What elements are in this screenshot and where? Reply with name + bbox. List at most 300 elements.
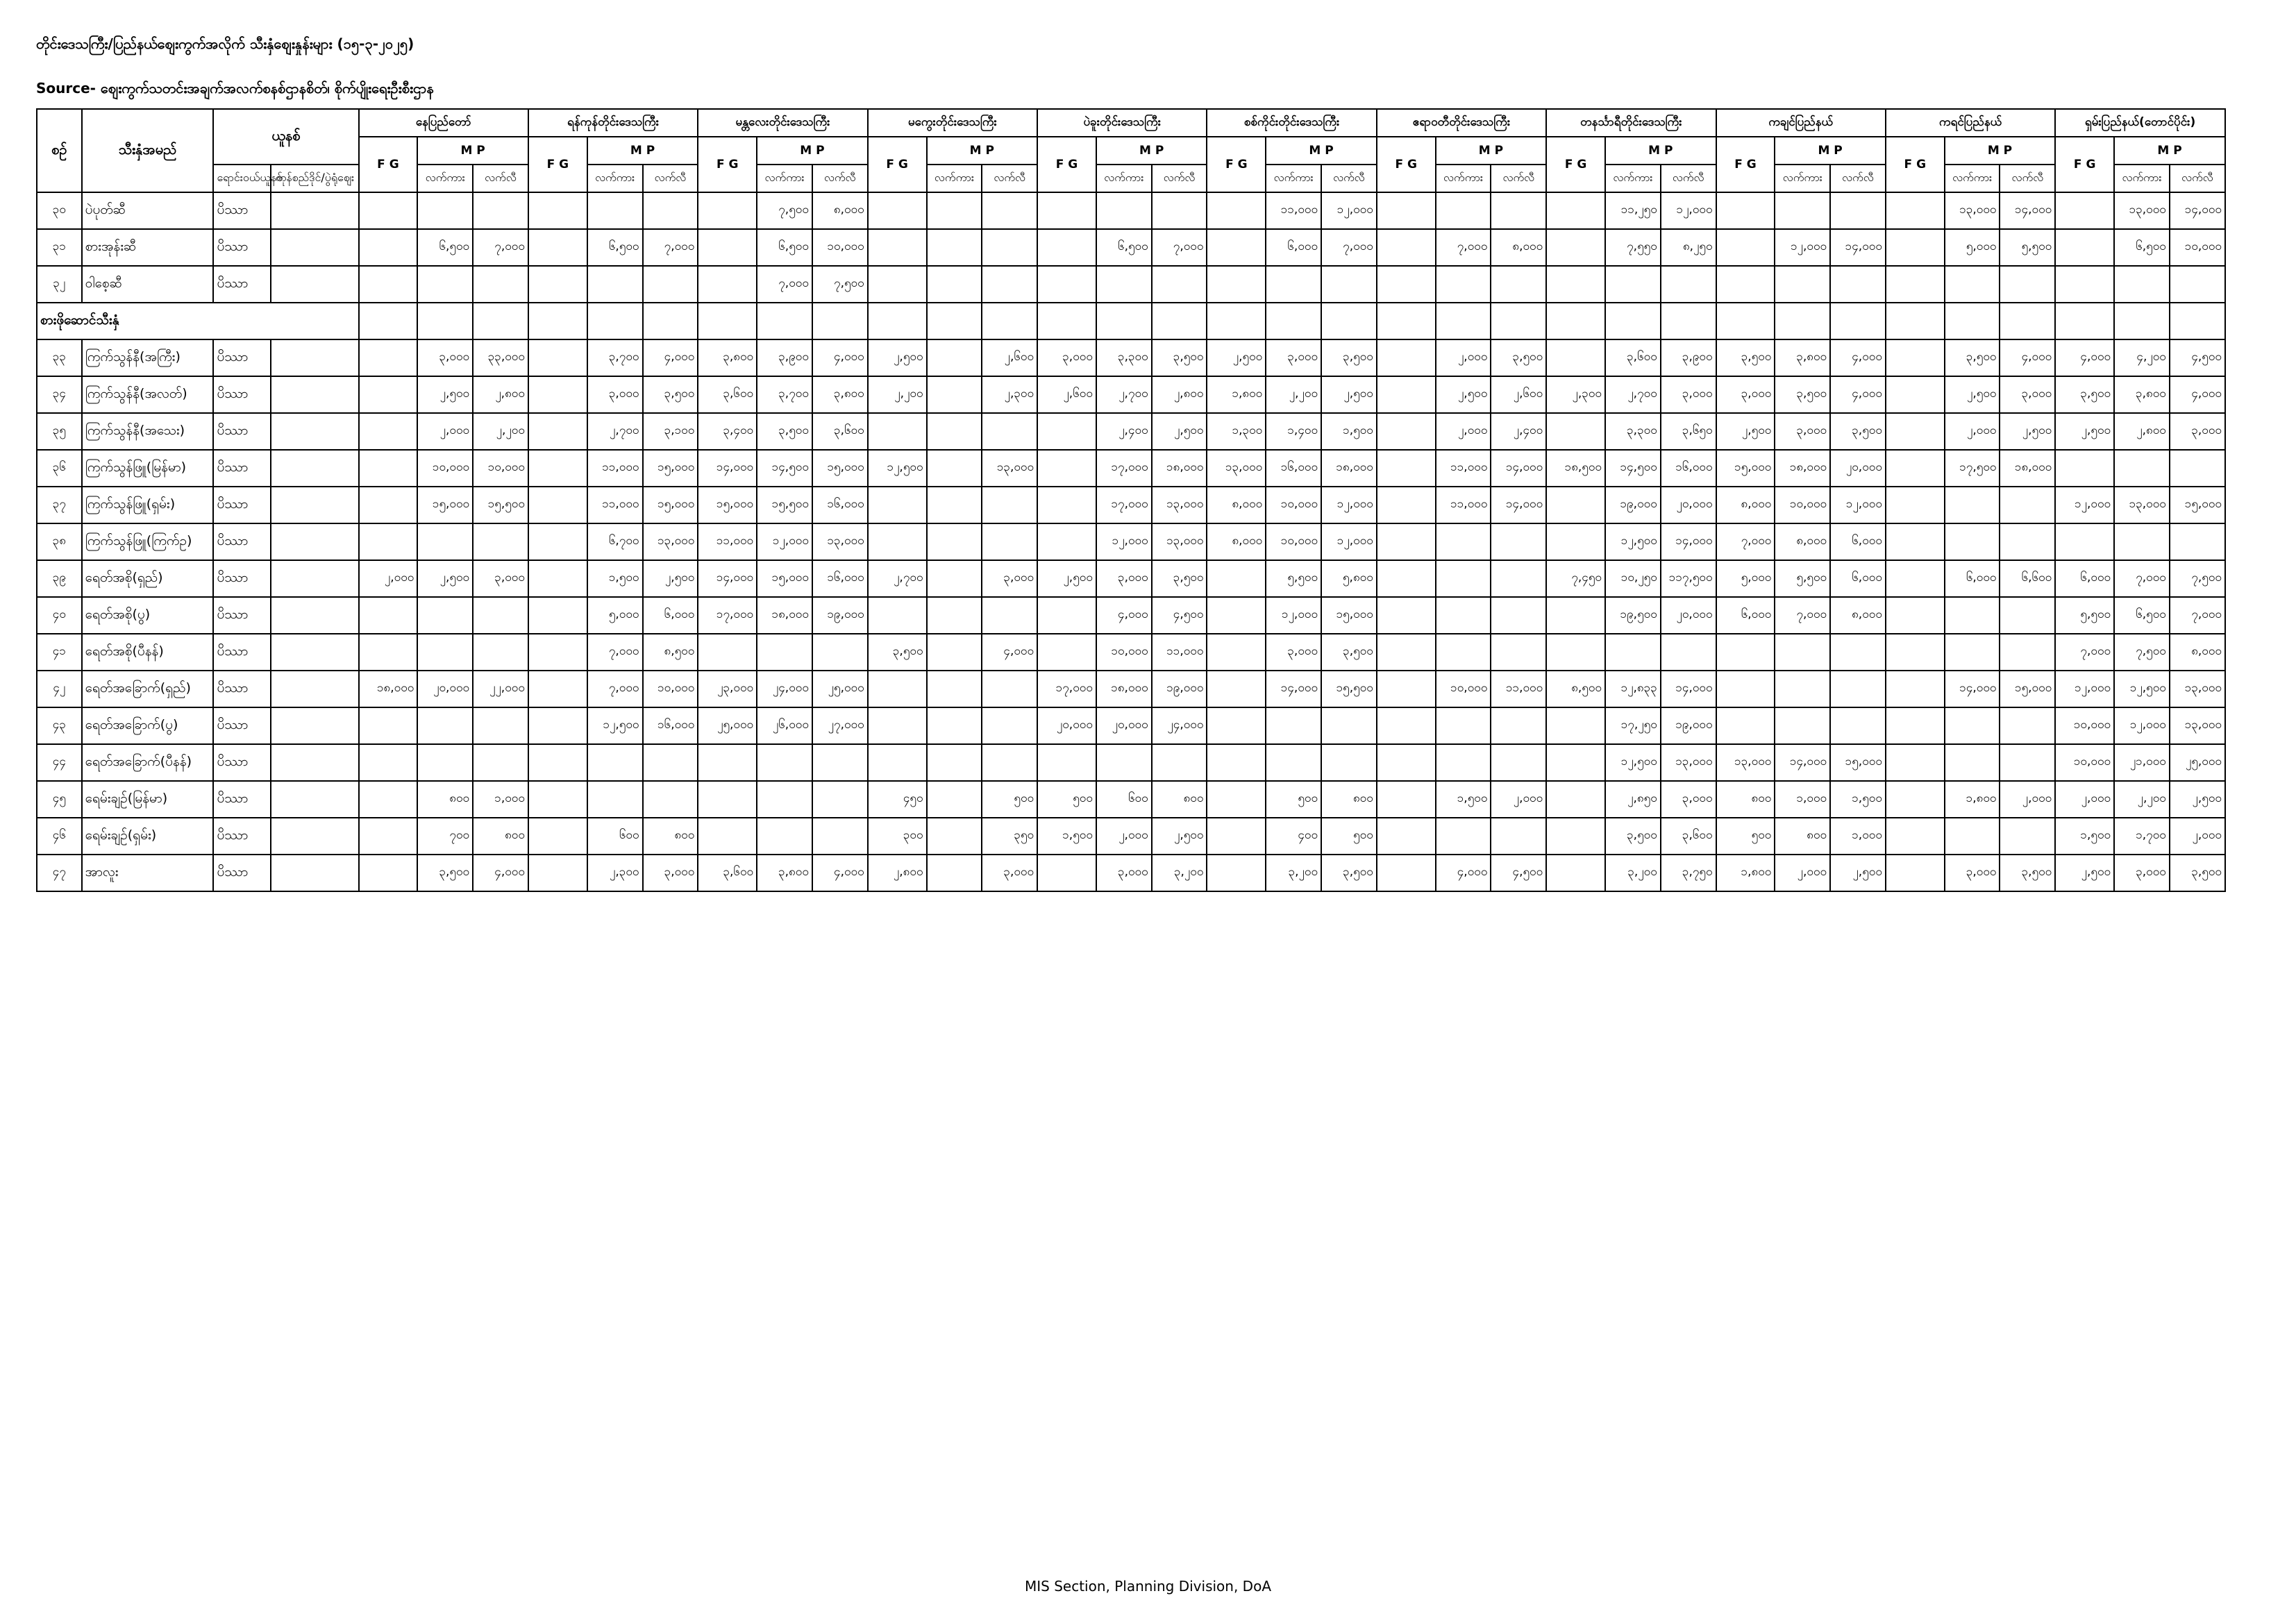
price-cell (1207, 229, 1266, 266)
price-cell: ၂,၃၀၀ (1546, 376, 1605, 413)
price-cell: ၁၄,၀၀၀ (2170, 192, 2225, 229)
price-cell (359, 523, 418, 560)
price-cell: ၃,၉၀၀ (1661, 339, 1716, 376)
price-cell: ၈,၀၀၀ (1207, 523, 1266, 560)
price-cell: ၈၀၀ (1775, 818, 1830, 855)
fg-header: F G (698, 137, 757, 192)
price-cell (1546, 597, 1605, 634)
price-cell: ၃,၀၀၀ (1096, 560, 1152, 597)
price-cell (1037, 192, 1096, 229)
empty-cell (2055, 303, 2114, 339)
price-cell: ၆,၀၀၀ (1716, 597, 1775, 634)
table-row (37, 671, 2225, 707)
wholesale-header: လက်လီ (473, 165, 528, 192)
price-cell (1546, 413, 1605, 450)
price-cell (1491, 818, 1546, 855)
price-cell: ၁၁,၀၀၀ (587, 450, 643, 487)
price-cell: ၂,၀၀၀ (2000, 781, 2055, 818)
price-cell: ၁၈,၀၀၀ (757, 597, 812, 634)
price-cell (1661, 266, 1716, 303)
retail-header: လက်ကား (417, 165, 473, 192)
price-cell: ၁၄,၅၀၀ (757, 450, 812, 487)
price-cell: ၃,၀၀၀ (1266, 339, 1321, 376)
price-cell (1886, 192, 1945, 229)
price-cell: ၂၅,၀၀၀ (812, 671, 868, 707)
price-cell: ၁၁,၀၀၀ (1152, 634, 1207, 671)
price-cell: ၈၀၀ (1152, 781, 1207, 818)
price-cell: ၁၂,၀၀၀ (1321, 487, 1377, 523)
price-cell: ၂,၈၀၀ (2114, 413, 2170, 450)
price-cell (417, 707, 473, 744)
price-cell: ၅,၈၀၀ (1321, 560, 1377, 597)
price-cell (757, 781, 812, 818)
price-cell (1945, 818, 2000, 855)
empty-cell (698, 303, 757, 339)
price-cell: ၁၄,၀၀၀ (1661, 523, 1716, 560)
price-cell (1775, 266, 1830, 303)
price-cell: ၄,၀၀၀ (2055, 339, 2114, 376)
price-cell: ၄,၅၀၀ (1491, 855, 1546, 891)
price-cell: ၈,၀၀၀ (1775, 523, 1830, 560)
price-cell: ၃,၀၀၀ (982, 855, 1037, 891)
price-cell: ၂,၇၀၀ (587, 413, 643, 450)
price-cell: ၃,၁၀၀ (643, 413, 698, 450)
price-cell (1207, 855, 1266, 891)
price-cell: ၁၇,၀၀၀ (1037, 671, 1096, 707)
crop-name: ရေတ်အခြောက်(ပွ) (82, 707, 214, 744)
price-cell (868, 487, 927, 523)
fg-header: F G (1207, 137, 1266, 192)
price-cell (1037, 634, 1096, 671)
price-cell (1377, 229, 1436, 266)
mp-header: M P (2114, 137, 2225, 165)
price-cell: ၃,၅၀၀ (1775, 376, 1830, 413)
price-cell: ၁၅,၀၀၀ (643, 450, 698, 487)
price-cell: ၂,၀၀၀ (1436, 339, 1491, 376)
price-cell (359, 450, 418, 487)
price-cell: ၁၀,၀၀၀ (1266, 487, 1321, 523)
price-cell: ၇,၀၀၀ (757, 266, 812, 303)
price-cell (1037, 266, 1096, 303)
price-cell: ၃,၂၀၀ (1152, 855, 1207, 891)
region-header: ရန်ကုန်တိုင်းဒေသကြီး (528, 109, 698, 137)
price-cell: ၂,၈၀၀ (473, 376, 528, 413)
price-cell: ၁၂,၀၀၀ (757, 523, 812, 560)
price-cell (528, 266, 587, 303)
price-cell (528, 744, 587, 781)
price-cell (359, 339, 418, 376)
price-cell: ၂,၇၀၀ (1096, 376, 1152, 413)
mp-header: M P (1096, 137, 1207, 165)
region-header: နေပြည်တော် (359, 109, 528, 137)
price-cell: ၄,၀၀၀ (643, 339, 698, 376)
crop-name: ကြက်သွန်နီ(အသေး) (82, 413, 214, 450)
price-cell (927, 744, 982, 781)
price-cell: ၈၀၀ (473, 818, 528, 855)
price-cell: ၁၂,၀၀၀ (1661, 192, 1716, 229)
price-cell (1207, 781, 1266, 818)
price-cell (1716, 266, 1775, 303)
empty-cell (1716, 303, 1775, 339)
table-row (37, 229, 2225, 266)
price-cell: ၁၈,၀၀၀ (2000, 450, 2055, 487)
price-cell (1037, 855, 1096, 891)
price-cell (1546, 744, 1605, 781)
price-cell: ၁၇,၂၅၀ (1605, 707, 1661, 744)
price-cell (2114, 266, 2170, 303)
price-cell (1207, 671, 1266, 707)
price-cell: ၁၁,၀၀၀ (587, 487, 643, 523)
price-cell (2055, 229, 2114, 266)
empty-cell (927, 303, 982, 339)
price-cell (1491, 744, 1546, 781)
table-row (37, 523, 2225, 560)
price-cell: ၁,၅၀၀ (2055, 818, 2114, 855)
price-cell: ၃,၅၀၀ (2055, 376, 2114, 413)
price-cell: ၁၇,၀၀၀ (698, 597, 757, 634)
price-cell (982, 523, 1037, 560)
price-cell: ၁၄,၀၀၀ (698, 450, 757, 487)
price-cell (1546, 634, 1605, 671)
price-cell: ၂,၂၀၀ (2114, 781, 2170, 818)
region-header: ဧရာဝတီတိုင်းဒေသကြီး (1377, 109, 1546, 137)
price-cell: ၂,၃၀၀ (982, 376, 1037, 413)
price-cell: ၅၀၀ (1266, 781, 1321, 818)
price-cell (1377, 450, 1436, 487)
price-cell (417, 597, 473, 634)
price-cell: ၁၃,၀၀၀ (643, 523, 698, 560)
table-row (37, 192, 2225, 229)
mp-header: M P (587, 137, 698, 165)
price-cell: ၃,၈၀၀ (2114, 376, 2170, 413)
footer: MIS Section, Planning Division, DoA (1024, 1578, 1271, 1595)
price-cell (1436, 192, 1491, 229)
price-cell (1377, 523, 1436, 560)
price-cell: ၁၅,၅၀၀ (757, 487, 812, 523)
price-cell: ၅၀၀ (1716, 818, 1775, 855)
fg-header: F G (1377, 137, 1436, 192)
price-cell (1546, 229, 1605, 266)
price-cell (1716, 671, 1775, 707)
price-cell: ၃,၅၀၀ (757, 413, 812, 450)
unit-sub-cell (271, 707, 358, 744)
price-cell (1830, 671, 1886, 707)
empty-cell (643, 303, 698, 339)
price-cell: ၁၅,၅၀၀ (1321, 671, 1377, 707)
price-cell (1152, 744, 1207, 781)
price-cell: ၃,၇၅၀ (1661, 855, 1716, 891)
price-cell (528, 523, 587, 560)
price-cell: ၁၄,၀၀၀ (1775, 744, 1830, 781)
price-cell (1436, 560, 1491, 597)
empty-cell (1436, 303, 1491, 339)
price-cell: ၇,၅၅၀ (1605, 229, 1661, 266)
table-row (37, 560, 2225, 597)
price-cell: ၁၃,၀၀၀ (1152, 523, 1207, 560)
empty-cell (982, 303, 1037, 339)
price-cell: ၂,၈၀၀ (868, 855, 927, 891)
empty-cell (1546, 303, 1605, 339)
price-cell (1546, 192, 1605, 229)
empty-cell (2114, 303, 2170, 339)
unit-cell: ပိဿာ (213, 560, 271, 597)
mp-header: M P (1605, 137, 1716, 165)
price-cell (359, 266, 418, 303)
price-cell: ၁၄,၅၀၀ (1605, 450, 1661, 487)
empty-cell (1037, 303, 1096, 339)
price-cell (927, 671, 982, 707)
price-cell (1207, 818, 1266, 855)
price-cell: ၂,၀၀၀ (1096, 818, 1152, 855)
price-cell: ၃,၈၀၀ (1775, 339, 1830, 376)
price-cell: ၄,၅၀၀ (2170, 339, 2225, 376)
price-cell (698, 192, 757, 229)
price-cell (757, 744, 812, 781)
empty-cell (1321, 303, 1377, 339)
row-number: ၃၁ (37, 229, 82, 266)
empty-cell (1945, 303, 2000, 339)
price-cell (528, 487, 587, 523)
price-cell (1377, 413, 1436, 450)
price-cell: ၁,၈၀၀ (1945, 781, 2000, 818)
price-cell: ၁၂,၀၀၀ (1775, 229, 1830, 266)
price-cell: ၁၀,၀၀၀ (643, 671, 698, 707)
empty-cell (1207, 303, 1266, 339)
price-cell: ၂,၅၀၀ (1321, 376, 1377, 413)
price-cell: ၁၃,၀၀၀ (2114, 487, 2170, 523)
price-cell (927, 855, 982, 891)
unit-sub-cell (271, 634, 358, 671)
unit-cell: ပိဿာ (213, 597, 271, 634)
price-cell (2170, 450, 2225, 487)
price-cell (1377, 487, 1436, 523)
price-cell (982, 671, 1037, 707)
price-cell: ၃,၀၀၀ (2114, 855, 2170, 891)
price-cell: ၇,၄၅၀ (1546, 560, 1605, 597)
price-cell: ၂၂,၀၀၀ (473, 671, 528, 707)
price-cell: ၂၅,၀၀၀ (698, 707, 757, 744)
price-cell: ၁၅,၀၀၀ (1716, 450, 1775, 487)
price-cell: ၁၀,၀၀၀ (2055, 744, 2114, 781)
price-cell: ၁၉,၀၀၀ (1605, 487, 1661, 523)
mp-header: M P (927, 137, 1038, 165)
unit-sub-cell (271, 229, 358, 266)
price-cell: ၁,၅၀၀ (1830, 781, 1886, 818)
price-cell: ၂၀,၀၀၀ (417, 671, 473, 707)
price-cell: ၃,၀၀၀ (473, 560, 528, 597)
row-number: ၄၂ (37, 671, 82, 707)
price-cell: ၇,၀၀၀ (643, 229, 698, 266)
table-row (37, 634, 2225, 671)
price-cell: ၂,၈၅၀ (1605, 781, 1661, 818)
price-cell (1152, 266, 1207, 303)
crop-name: ရေတ်အခြောက်(ရှည်) (82, 671, 214, 707)
price-cell (868, 413, 927, 450)
price-cell (1207, 597, 1266, 634)
price-cell: ၁၂,၀၀၀ (2055, 671, 2114, 707)
price-cell (1775, 707, 1830, 744)
price-cell (1775, 671, 1830, 707)
price-cell (643, 781, 698, 818)
price-cell (1266, 266, 1321, 303)
wholesale-header: လက်လီ (982, 165, 1037, 192)
price-cell: ၁,၅၀၀ (1436, 781, 1491, 818)
price-cell: ၂,၀၀၀ (1945, 413, 2000, 450)
price-cell (359, 634, 418, 671)
price-cell: ၂,၅၀၀ (2055, 413, 2114, 450)
price-cell: ၁၃,၀၀၀ (1716, 744, 1775, 781)
price-cell: ၂၀,၀၀၀ (1661, 597, 1716, 634)
price-cell: ၄,၀၀၀ (1830, 376, 1886, 413)
price-cell (1546, 707, 1605, 744)
table-row (37, 487, 2225, 523)
price-cell (982, 229, 1037, 266)
price-cell (927, 560, 982, 597)
empty-cell (1266, 303, 1321, 339)
price-cell: ၁၁,၀၀၀ (1491, 671, 1546, 707)
price-cell (1830, 266, 1886, 303)
price-cell: ၆,၀၀၀ (1830, 523, 1886, 560)
crop-name: စားအုန်းဆီ (82, 229, 214, 266)
price-cell (1037, 523, 1096, 560)
wholesale-header: လက်လီ (1152, 165, 1207, 192)
price-cell: ၂,၄၀၀ (1491, 413, 1546, 450)
price-cell: ၂၀,၀၀၀ (1096, 707, 1152, 744)
price-cell: ၂,၄၀၀ (1096, 413, 1152, 450)
price-cell (2055, 266, 2114, 303)
price-cell (1377, 855, 1436, 891)
price-cell (528, 413, 587, 450)
price-cell: ၂,၆၀၀ (1491, 376, 1546, 413)
price-cell (927, 339, 982, 376)
price-cell: ၇,၀၀၀ (1321, 229, 1377, 266)
region-header: ကချင်ပြည်နယ် (1716, 109, 1886, 137)
price-cell (417, 744, 473, 781)
price-cell: ၂,၀၀၀ (1775, 855, 1830, 891)
price-cell: ၃,၅၀၀ (1321, 634, 1377, 671)
price-cell: ၁၂,၅၀၀ (2114, 671, 2170, 707)
price-cell: ၃,၅၀၀ (2000, 855, 2055, 891)
price-cell: ၃,၀၀၀ (1661, 781, 1716, 818)
price-cell (698, 818, 757, 855)
price-cell (868, 671, 927, 707)
unit-cell: ပိဿာ (213, 634, 271, 671)
row-number: ၃၀ (37, 192, 82, 229)
price-cell: ၃,၀၀၀ (587, 376, 643, 413)
price-cell: ၇,၅၀၀ (812, 266, 868, 303)
price-cell (1207, 266, 1266, 303)
header-item: သီးနှံအမည် (82, 109, 214, 192)
price-cell: ၆,၅၀၀ (757, 229, 812, 266)
price-cell: ၂,၅၀၀ (2170, 781, 2225, 818)
price-cell (1886, 781, 1945, 818)
price-cell: ၁၅,၀၀၀ (757, 560, 812, 597)
unit-cell: ပိဿာ (213, 339, 271, 376)
price-cell: ၅၀၀ (1321, 818, 1377, 855)
price-cell: ၁၂,၀၀၀ (1266, 597, 1321, 634)
price-cell (587, 744, 643, 781)
crop-name: ဝါစေ့ဆီ (82, 266, 214, 303)
price-cell (1266, 707, 1321, 744)
price-cell: ၄၀၀ (1266, 818, 1321, 855)
price-cell (1945, 597, 2000, 634)
price-cell (927, 229, 982, 266)
price-cell: ၂,၈၀၀ (1152, 376, 1207, 413)
unit-cell: ပိဿာ (213, 413, 271, 450)
price-cell (868, 597, 927, 634)
price-cell: ၁,၅၀၀ (1037, 818, 1096, 855)
price-cell: ၁၃,၀၀၀ (812, 523, 868, 560)
unit-cell: ပိဿာ (213, 487, 271, 523)
price-cell (1886, 450, 1945, 487)
price-cell: ၁၂,၀၀၀ (1321, 192, 1377, 229)
retail-header: လက်ကား (927, 165, 982, 192)
price-cell (473, 597, 528, 634)
price-cell: ၁၄,၀၀၀ (1945, 671, 2000, 707)
price-cell: ၁,၃၀၀ (1207, 413, 1266, 450)
price-cell (359, 855, 418, 891)
price-cell: ၁၆,၀၀၀ (643, 707, 698, 744)
unit-sub-cell (271, 818, 358, 855)
price-cell (2000, 597, 2055, 634)
price-cell (1945, 707, 2000, 744)
price-cell (528, 376, 587, 413)
price-cell: ၂၀,၀၀၀ (1830, 450, 1886, 487)
price-cell: ၁၈,၀၀၀ (359, 671, 418, 707)
price-cell (359, 376, 418, 413)
unit-sub-cell (271, 781, 358, 818)
price-cell: ၁,၅၀၀ (587, 560, 643, 597)
empty-cell (1830, 303, 1886, 339)
price-cell: ၃,၂၀၀ (1266, 855, 1321, 891)
price-cell: ၅,၀၀၀ (1716, 560, 1775, 597)
price-cell: ၆,၅၀၀ (1096, 229, 1152, 266)
price-cell: ၅,၅၀၀ (1266, 560, 1321, 597)
price-cell: ၄,၂၀၀ (2114, 339, 2170, 376)
price-cell (982, 192, 1037, 229)
price-cell: ၃,၆၀၀ (1661, 818, 1716, 855)
price-cell (1377, 671, 1436, 707)
price-cell: ၁၁,၀၀၀ (1436, 450, 1491, 487)
unit-sub-cell (271, 413, 358, 450)
wholesale-header: လက်လီ (1830, 165, 1886, 192)
price-cell: ၃,၅၀၀ (1152, 560, 1207, 597)
price-cell: ၄,၀၀၀ (1830, 339, 1886, 376)
region-header: ရှမ်းပြည်နယ်(တောင်ပိုင်း) (2055, 109, 2225, 137)
retail-header: လက်ကား (757, 165, 812, 192)
price-cell: ၁၇,၀၀၀ (1096, 487, 1152, 523)
price-cell: ၄,၀၀၀ (2170, 376, 2225, 413)
price-cell (1945, 523, 2000, 560)
mp-header: M P (1266, 137, 1377, 165)
price-cell: ၁၈,၀၀၀ (1775, 450, 1830, 487)
price-cell (1830, 192, 1886, 229)
price-cell (927, 192, 982, 229)
price-cell: ၃,၅၀၀ (1321, 339, 1377, 376)
table-row (37, 855, 2225, 891)
price-cell (417, 634, 473, 671)
price-cell (1436, 266, 1491, 303)
unit-sub-cell (271, 523, 358, 560)
empty-cell (2000, 303, 2055, 339)
table-body (37, 192, 2225, 891)
price-cell: ၂၆,၀၀၀ (757, 707, 812, 744)
unit-cell: ပိဿာ (213, 855, 271, 891)
price-cell: ၂,၅၀၀ (868, 339, 927, 376)
crop-name: အာလူး (82, 855, 214, 891)
price-cell (359, 487, 418, 523)
price-cell (528, 634, 587, 671)
